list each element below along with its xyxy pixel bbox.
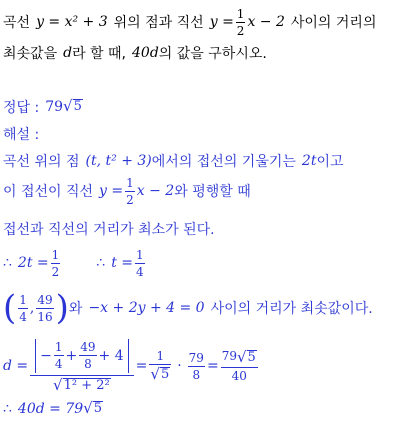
fraction: 1 √ 5 bbox=[150, 348, 170, 383]
problem-text: 곡선 bbox=[3, 15, 31, 31]
left-paren: ( bbox=[3, 288, 17, 328]
line-equation-lhs: y = bbox=[99, 183, 124, 199]
solution-text: 에서의 접선의 기울기는 bbox=[151, 154, 296, 170]
answer-label: 정답 : bbox=[3, 100, 40, 116]
solution-text: 이 접선이 직선 bbox=[3, 184, 94, 200]
equals: = bbox=[206, 358, 219, 374]
line-equation: −x + 2y + 4 = 0 bbox=[88, 300, 205, 316]
fraction: 79 √ 5 40 bbox=[221, 347, 256, 384]
slope-expression: 2t bbox=[301, 153, 317, 169]
line-equation-rhs: x − 2 bbox=[136, 183, 175, 199]
point-expression: (t, t² + 3) bbox=[85, 153, 152, 169]
problem-text: 위의 점과 직선 bbox=[113, 15, 204, 31]
comma: , bbox=[29, 300, 35, 316]
curve-equation: y = x² + 3 bbox=[36, 14, 108, 30]
sqrt: √ 5 bbox=[83, 399, 102, 418]
sqrt: √ 5 bbox=[63, 97, 82, 116]
problem-text: 의 값을 구하시오. bbox=[158, 46, 267, 62]
solution-text: 이고 bbox=[316, 154, 344, 170]
equals: = bbox=[135, 358, 148, 374]
therefore-symbol: ∴ bbox=[3, 401, 12, 417]
problem-line-2 bbox=[3, 42, 267, 64]
solution-line-5 bbox=[3, 288, 373, 328]
problem-text: 최솟값을 bbox=[3, 46, 58, 62]
answer-line bbox=[3, 96, 83, 118]
solution-text: 접선과 직선의 거리가 최소가 된다. bbox=[3, 222, 215, 238]
fraction: $\frac{1}{2}$ bbox=[51, 247, 60, 279]
line-equation-lhs: y = bbox=[209, 14, 234, 30]
fraction: $\frac{49}{16}$ bbox=[37, 292, 53, 324]
solution-line-3 bbox=[3, 218, 215, 240]
answer-value: 79 bbox=[45, 99, 64, 115]
fraction: $\frac{1}{4}$ bbox=[19, 292, 27, 324]
equation-lhs: 2t = bbox=[17, 255, 49, 271]
solution-label-line bbox=[3, 124, 39, 144]
therefore-symbol: ∴ bbox=[96, 255, 106, 271]
therefore-symbol: ∴ bbox=[3, 255, 12, 271]
fraction: $\frac{1}{2}$ bbox=[126, 175, 134, 207]
problem-text: 사이의 거리의 bbox=[290, 15, 377, 31]
fraction: $\frac{79}{8}$ bbox=[188, 350, 204, 382]
solution-line-2 bbox=[3, 176, 251, 206]
final-expression: 40d = 79 bbox=[17, 401, 84, 417]
solution-text: 사이의 거리가 최솟값이다. bbox=[210, 301, 373, 317]
solution-line-4 bbox=[3, 244, 147, 282]
variable-d: d bbox=[63, 45, 73, 61]
solution-text: 와 bbox=[68, 301, 83, 317]
expression-40d: 40d bbox=[132, 45, 159, 61]
right-paren: ) bbox=[55, 288, 69, 328]
solution-label: 해설 : bbox=[3, 127, 40, 143]
line-equation-rhs: x − 2 bbox=[247, 14, 285, 30]
problem-text: 라 할 때, bbox=[72, 46, 127, 62]
problem-line-1 bbox=[3, 8, 376, 36]
distance-fraction: − $\frac{1}{4}$ + $\frac{49}{8}$ + 4 √ 1² + 2² bbox=[30, 339, 133, 393]
solution-line-1 bbox=[3, 150, 344, 172]
solution-text: 곡선 위의 점 bbox=[3, 154, 80, 170]
solution-line-6 bbox=[3, 334, 260, 398]
fraction: $\frac{1}{2}$ bbox=[236, 6, 245, 38]
solution-text: 와 평행할 때 bbox=[174, 184, 251, 200]
solution-line-7 bbox=[3, 398, 103, 420]
distance-lhs: d = bbox=[3, 358, 29, 374]
dot-operator: · bbox=[177, 358, 182, 374]
fraction: $\frac{1}{4}$ bbox=[136, 247, 144, 279]
equation-lhs: t = bbox=[111, 255, 134, 271]
